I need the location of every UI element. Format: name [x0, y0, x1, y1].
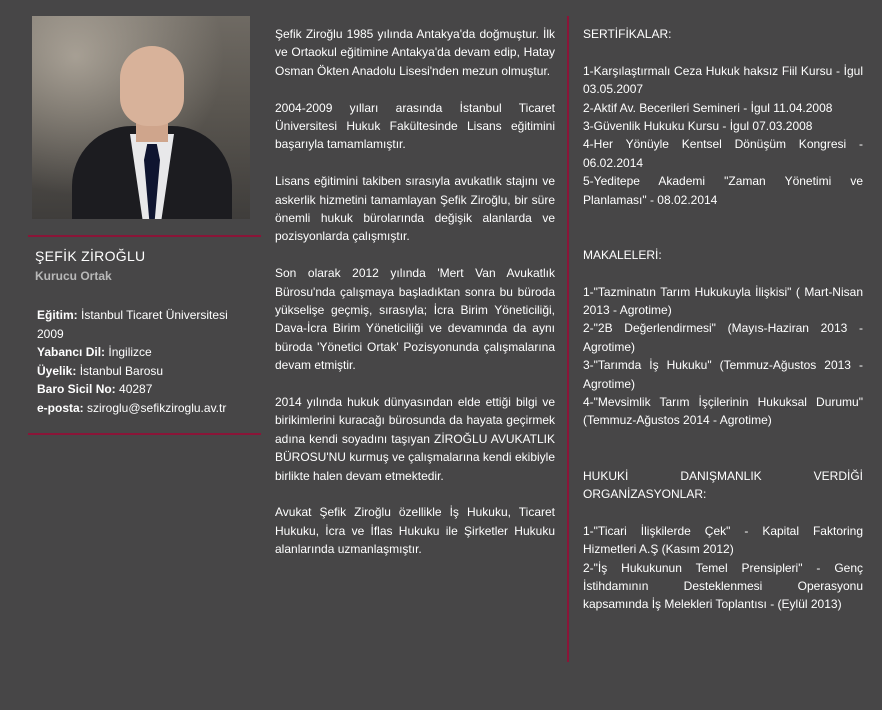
info-label: Yabancı Dil: [37, 345, 106, 359]
info-language [37, 343, 252, 362]
info-value: 40287 [115, 382, 153, 396]
info-value: İstanbul Ticaret Üniversitesi 2009 [37, 308, 228, 341]
info-email [37, 399, 252, 418]
certificate-item: 5-Yeditepe Akademi "Zaman Yönetimi ve Planlaması" - 08.02.2014 [583, 174, 863, 207]
info-label: e-posta: [37, 400, 84, 415]
info-label: Baro Sicil No: [37, 382, 116, 396]
articles-title: MAKALELERİ: [583, 247, 662, 262]
info-bottom-divider [28, 433, 261, 435]
article-item: 4-"Mevsimlik Tarım İşçilerinin Hukuksal Durumu" (Temmuz-Ağustos 2014 - Agrotime) [583, 395, 863, 428]
info-value: İngilizce [105, 345, 152, 359]
consulting-title: HUKUKİ DANIŞMANLIK VERDİĞİ ORGANİZASYONLAR: [583, 468, 863, 502]
email-link[interactable]: sziroglu@sefikziroglu.av.tr [83, 400, 227, 415]
certificate-item: 4-Her Yönüyle Kentsel Dönüşüm Kongresi - 06.02.2014 [583, 137, 863, 170]
certificate-item: 2-Aktif Av. Becerileri Semineri - İgul 11.04.2008 [583, 100, 833, 115]
bio-paragraph: 2014 yılında hukuk dünyasından elde ettiği bilgi ve birikimlerini kuracağı bürosunda da hayata geçirmek adına kendi soyadını taşıyan ZİROĞLU AVUKATLIK BÜROSU'NU kurmuş ve çalışmalarına kendi ekibiyle birlikte halen devam etmektedir. [275, 395, 555, 483]
article-item: 2-"2B Değerlendirmesi" (Mayıs-Haziran 2013 - Agrotime) [583, 321, 863, 354]
bio-paragraph: 2004-2009 yılları arasında İstanbul Ticaret Üniversitesi Hukuk Fakültesinde Lisans eğitimini başarıyla tamamlamıştır. [275, 100, 555, 152]
bio-paragraph: Son olarak 2012 yılında 'Mert Van Avukatlık Bürosu'nda çalışmaya başladıktan sonra bu büroda yükselişe geçmiş, sırasıyla; İcra Birim Yöneticiliği, Dava-İcra Birim Yöneticiliği ve devamında da aynı büroda 'Yönetici Ortak' Pozisyonunda çalışmalarına devam etmiştir. [275, 266, 555, 373]
biography [275, 25, 555, 577]
article-item: 1-"Tazminatın Tarım Hukukuyla İlişkisi" ( Mart-Nisan 2013 - Agrotime) [583, 284, 863, 318]
name-top-divider [28, 235, 261, 237]
credentials [583, 25, 863, 614]
consulting-item: 1-"Ticari İlişkilerde Çek" - Kapital Faktoring Hizmetleri A.Ş (Kasım 2012) [583, 523, 863, 557]
certificate-item: 3-Güvenlik Hukuku Kursu - İgul 07.03.2008 [583, 119, 813, 134]
column-divider [567, 16, 569, 662]
profile-role: Kurucu Ortak [35, 269, 112, 283]
info-label: Üyelik: [37, 363, 77, 378]
certificates-title: SERTİFİKALAR: [583, 27, 672, 41]
info-bar-number [37, 380, 252, 399]
info-membership [37, 362, 252, 381]
article-item: 3-"Tarımda İş Hukuku" (Temmuz-Ağustos 2013 - Agrotime) [583, 358, 863, 391]
certificate-item: 1-Karşılaştırmalı Ceza Hukuk haksız Fiil Kursu - İgul 03.05.2007 [583, 63, 863, 97]
person-portrait-icon [120, 46, 184, 126]
profile-info [37, 306, 252, 417]
bio-paragraph: Şefik Ziroğlu 1985 yılında Antakya'da doğmuştur. İlk ve Ortaokul eğitimine Antakya'da devam edip, Hatay Osman Ökten Anadolu Lisesi'nden mezun olmuştur. [275, 27, 555, 78]
info-label: Eğitim: [37, 308, 78, 322]
info-education [37, 306, 252, 343]
profile-name: ŞEFİK ZİROĞLU [35, 248, 146, 264]
info-value: İstanbul Barosu [76, 363, 164, 378]
consulting-item: 2-"İş Hukukunun Temel Prensipleri" - Genç İstihdamının Desteklenmesi Operasyonu kapsamında İş Melekleri Toplantısı - (Eylül 2013) [583, 560, 863, 612]
profile-photo [32, 16, 250, 219]
bio-paragraph: Avukat Şefik Ziroğlu özellikle İş Hukuku, Ticaret Hukuku, İcra ve İflas Hukuku ile Şirketler Hukuku alanlarında uzmanlaşmıştır. [275, 505, 555, 557]
bio-paragraph: Lisans eğitimini takiben sırasıyla avukatlık stajını ve askerlik hizmetini tamamlayan Şefik Ziroğlu, bir süre önemli hukuk bürolarında değişik alanlarda ve pozisyonlarda çalışmıştır. [275, 174, 555, 244]
